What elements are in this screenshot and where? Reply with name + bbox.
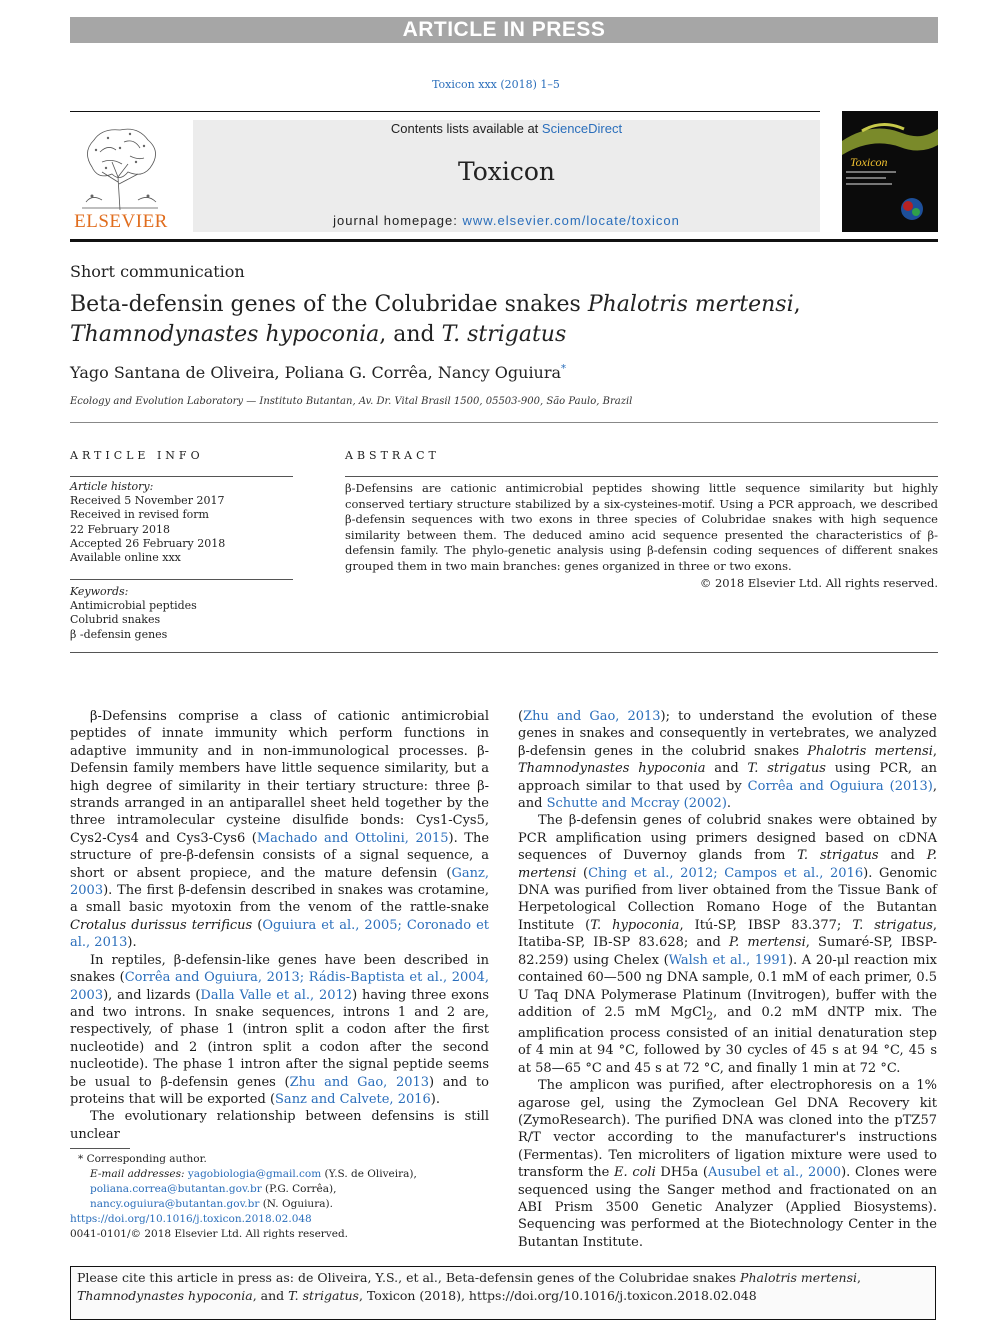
citation-link[interactable]: Schutte and Mccray (2002): [546, 796, 727, 812]
citation-link[interactable]: Machado and Ottolini, 2015: [256, 830, 449, 846]
body-paragraph: The amplicon was purified, after electrophoresis on a 1% agarose gel, using the Zymoclean Gel DNA Recovery kit (ZymoResearch). The purified DNA was cloned into the pTZ57 R/T vector according to the manufacturer's instructions (Fermentas). Ten microliters of ligation mixture were used to transform the E. coli DH5a (Ausubel et al., 2000). Clones were sequenced using the Sanger method and fractionated on an ABI Prism 3500 Genetic Analyzer (Applied Biosystems). Sequencing was performed at the Biotechnology Center in the Butantan Institute.: [518, 1078, 938, 1250]
citation-link[interactable]: Sanz and Calvete, 2016: [275, 1091, 431, 1107]
history-entry: Received 5 November 2017: [70, 494, 225, 508]
email-link[interactable]: yagobiologia@gmail.com: [187, 1168, 322, 1180]
header-bottom-rule: [70, 239, 938, 242]
history-label: Article history:: [70, 480, 154, 493]
abstract-text: β-Defensins are cationic antimicrobial peptides showing little sequence similarity but highly conserved tertiary structure stabilized by a six-cysteines-motif. Using a PCR approach, we described β-defensin sequences with two exons in three species of Colubridae snakes with high sequence similarity between them. The deduced amino acid sequence presented the characteristics of β-defensin family. The phylo-genetic analysis using β-defensin coding sequences of different snakes grouped them in two main branches: genes organized in three or two exons.: [345, 481, 938, 573]
article-info-rule: [70, 476, 293, 477]
abstract-heading: ABSTRACT: [345, 449, 440, 462]
journal-homepage-link[interactable]: www.elsevier.com/locate/toxicon: [462, 213, 680, 228]
journal-title: Toxicon: [457, 157, 556, 186]
corresponding-author-note: * Corresponding author.: [78, 1153, 207, 1165]
cover-title: Toxicon: [850, 155, 888, 169]
email-link[interactable]: nancy.oguiura@butantan.gov.br: [90, 1198, 260, 1210]
citation-box: Please cite this article in press as: de Oliveira, Y.S., et al., Beta-defensin genes of the Colubridae snakes Phalotris mertensi, Thamnodynastes hypoconia, and T. strigatus, Toxicon (2018), https://doi.org/10.1016/j.toxicon.2018.02.048: [70, 1266, 936, 1320]
citation-link[interactable]: Zhu and Gao, 2013: [289, 1074, 430, 1090]
body-paragraph: β-Defensins comprise a class of cationic antimicrobial peptides of innate immunity which perform functions in adaptive immunity and in non-immunological processes. β-Defensin family members have little sequence similarity, but a high degree of similarity in their tertiary structure: three β-strands arranged in an antiparallel sheet held together by the three intramolecular cysteine disulfide bonds: Cys1-Cys5, Cys2-Cys4 and Cys3-Cys6 (Machado and Ottolini, 2015). The structure of pre-β-defensin consists of a signal sequence, a short or absent propiece, and the mature defensin (Ganz, 2003). The first β-defensin described in snakes was crotamine, a small basic myotoxin from the venom of the rattle-snake Crotalus durissus terrificus (Oguiura et al., 2005; Coronado et al., 2013).: [70, 709, 490, 951]
citation-link[interactable]: Ching et al., 2012; Campos et al., 2016: [588, 865, 864, 881]
citation-link[interactable]: Ausubel et al., 2000: [707, 1165, 842, 1181]
body-paragraph: The evolutionary relationship between defensins is still unclear: [70, 1109, 489, 1142]
author-affiliation: Ecology and Evolution Laboratory — Instituto Butantan, Av. Dr. Vital Brasil 1500, 05503-900, São Paulo, Brazil: [70, 396, 633, 407]
footnote-rule: [70, 1148, 130, 1149]
affiliation-rule: [70, 422, 938, 423]
keyword: β -defensin genes: [70, 627, 168, 641]
body-left-column: [70, 708, 489, 1143]
elsevier-tree-logo: [72, 122, 168, 212]
header-top-rule: [70, 111, 820, 112]
front-matter-rule: [70, 652, 938, 653]
article-in-press-banner: ARTICLE IN PRESS: [70, 17, 938, 43]
article-type: Short communication: [70, 262, 245, 281]
history-entry: 22 February 2018: [70, 522, 170, 536]
citation-link[interactable]: Zhu and Gao, 2013: [523, 709, 661, 724]
body-paragraph: The β-defensin genes of colubrid snakes were obtained by PCR amplification using primers designed based on cDNA sequences of Duvernoy glands from T. strigatus and P. mertensi (Ching et al., 2012; Campos et al., 2016). Genomic DNA was purified from liver obtained from the Tissue Bank of Herpetological Collection Romano Hoge of the Butantan Institute (T. hypoconia, Itú-SP, IBSP 83.377; T. strigatus, Itatiba-SP, IB-SP 83.628; and P. mertensi, Sumaré-SP, IBSP-82.259) using Chelex (Walsh et al., 1991). A 20-μl reaction mix contained 60—500 ng DNA sample, 0.1 mM of each primer, 0.5 U Taq DNA Polymerase Platinum (Invitrogen), buffer with the addition of 2.5 mM MgCl$_2$, and 0.2 mM dNTP mix. The amplification process consisted of an initial denaturation step of 4 min at 94 °C, followed by 30 cycles of 45 s at 94 °C, 45 s at 58—65 °C and 45 s at 72 °C, and finally 1 min at 72 °C.: [518, 813, 938, 1076]
article-title: Beta-defensin genes of the Colubridae snakes Phalotris mertensi, Thamnodynastes hypoconia, and T. strigatus: [70, 292, 801, 347]
citation-link[interactable]: Corrêa and Oguiura (2013): [747, 778, 933, 794]
body-paragraph: (Zhu and Gao, 2013); to understand the evolution of these genes in snakes and consequently in vertebrates, we analyzed β-defensin genes in the colubrid snakes Phalotris mertensi, Thamnodynastes hypoconia and T. strigatus using PCR, an approach similar to that used by Corrêa and Oguiura (2013), and Schutte and Mccray (2002).: [518, 709, 938, 812]
keywords-rule: [70, 579, 293, 580]
keyword: Antimicrobial peptides: [70, 599, 197, 613]
doi-block: [70, 1212, 348, 1242]
contents-available-line: Contents lists available at ScienceDirect: [390, 121, 623, 136]
article-authors: Yago Santana de Oliveira, Poliana G. Corrêa, Nancy Oguiura*: [70, 363, 567, 382]
sciencedirect-link[interactable]: ScienceDirect: [541, 121, 623, 136]
keywords-label: Keywords:: [70, 585, 129, 598]
citation-link[interactable]: Walsh et al., 1991: [668, 952, 788, 968]
journal-citation-link[interactable]: Toxicon xxx (2018) 1–5: [432, 78, 560, 91]
issn-copyright: 0041-0101/© 2018 Elsevier Ltd. All rights reserved.: [70, 1228, 349, 1240]
body-right-column: [518, 708, 937, 1251]
history-entry: Available online xxx: [70, 551, 181, 565]
history-entry: Received in revised form: [70, 508, 209, 522]
email-addresses: E-mail addresses: yagobiologia@gmail.com (Y.S. de Oliveira), poliana.correa@butantan.gov.br (P.G. Corrêa), nancy.oguiura@butantan.gov.br (N. Oguiura).: [90, 1168, 417, 1210]
citation-link[interactable]: Dalla Valle et al., 2012: [200, 987, 353, 1003]
citation-link[interactable]: Ganz, 2003: [70, 865, 489, 899]
email-link[interactable]: poliana.correa@butantan.gov.br: [90, 1183, 262, 1195]
abstract-rule: [345, 476, 938, 477]
corresponding-author-mark[interactable]: *: [561, 363, 567, 375]
keywords-block: [70, 585, 293, 642]
article-history: [70, 480, 293, 565]
elsevier-wordmark: ELSEVIER: [74, 211, 168, 232]
body-paragraph: In reptiles, β-defensin-like genes have been described in snakes (Corrêa and Oguiura, 2013; Rádis-Baptista et al., 2004, 2003), and lizards (Dalla Valle et al., 2012) having three exons and two introns. In snake sequences, introns 1 and 2 are, respectively, of phase 1 (intron split a codon after the first nucleotide) and 2 (intron split a codon after the second nucleotide). The phase 1 intron after the signal peptide seems be usual to β-defensin genes (Zhu and Gao, 2013) and to proteins that will be exported (Sanz and Calvete, 2016).: [70, 952, 490, 1107]
journal-homepage-line: journal homepage: www.elsevier.com/locate/toxicon: [333, 213, 680, 228]
abstract-copyright: © 2018 Elsevier Ltd. All rights reserved.: [699, 576, 938, 590]
keyword: Colubrid snakes: [70, 613, 161, 627]
article-info-heading: ARTICLE INFO: [70, 449, 204, 462]
journal-cover-image: [842, 111, 938, 232]
citation-link[interactable]: Oguiura et al., 2005; Coronado et al., 2013: [70, 917, 489, 951]
history-entry: Accepted 26 February 2018: [70, 536, 226, 550]
doi-link[interactable]: https://doi.org/10.1016/j.toxicon.2018.02.048: [70, 1213, 312, 1225]
citation-link[interactable]: Corrêa and Oguiura, 2013; Rádis-Baptista et al., 2004, 2003: [70, 970, 489, 1003]
footnote: [70, 1152, 490, 1212]
